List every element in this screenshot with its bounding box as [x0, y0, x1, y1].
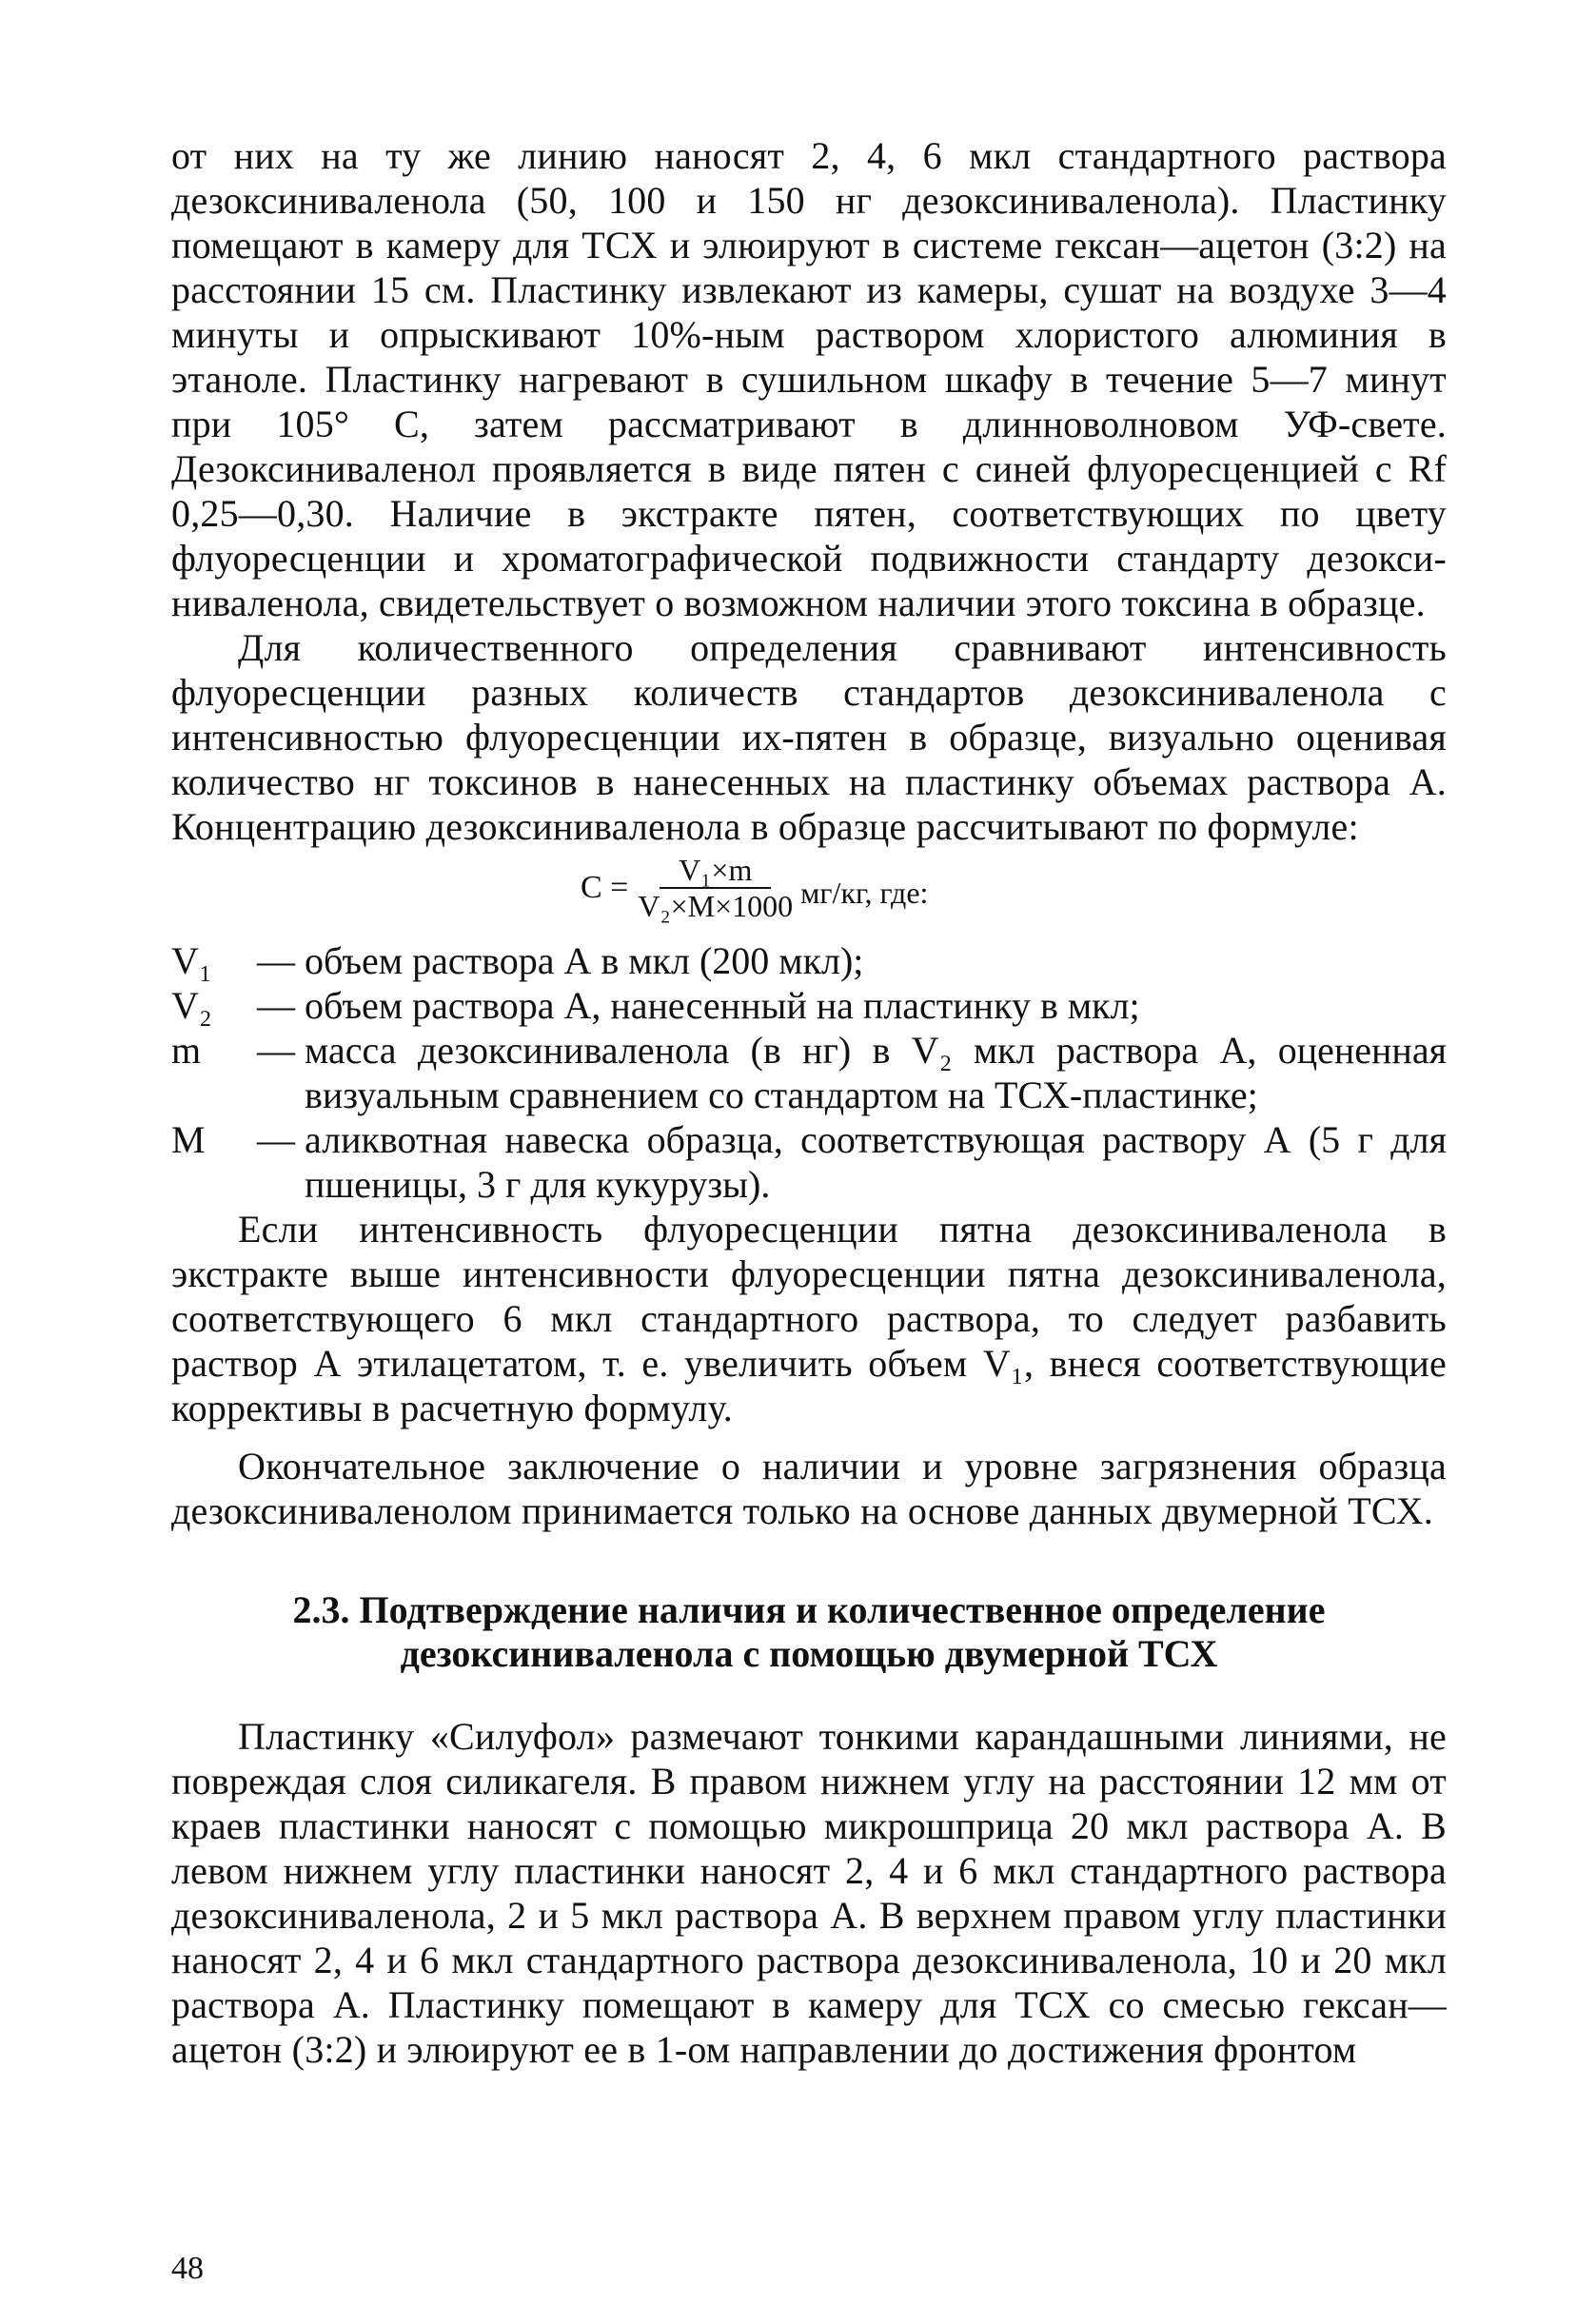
- paragraph-two-dimensional-tlc: Пластинку «Силуфол» размечают тонкими карандашными линиями, не повреждая слоя силикагеля. В правом нижнем углу на расстоянии 12 мм от краев пластинки наносят с помощью микрошприца 20 мкл раствора А. В левом нижнем углу пластинки наносят 2, 4 и 6 мкл стандартного раствора дезоксиниваленола, 2 и 5 мкл раствора А. В верхнем правом углу пластинки наносят 2, 4 и 6 мкл стандартного раствора дезоксиниваленола, 10 и 20 мкл раствора А. Пластинку помещают в камеру для ТСХ со смесью гексан—ацетон (3:2) и элюируют ее в 1-ом направлении до достижения фронтом: [171, 1715, 1447, 2071]
- definition-dash: —: [257, 939, 295, 982]
- formula-lhs: С =: [581, 870, 629, 905]
- definition-text: объем раствора А, нанесенный на пластинку в мкл;: [305, 984, 1140, 1027]
- concentration-formula: [581, 845, 1447, 931]
- definition-row: [171, 1117, 1447, 1207]
- definition-symbol: М: [171, 1118, 206, 1161]
- formula-denominator: V₂×M×1000: [638, 889, 794, 923]
- definition-row: [171, 1028, 1447, 1117]
- paragraph-dilution: Если интенсивность флуоресценции пятна дезоксиниваленола в экстракте выше интенсивности флуоресценции пятна дезоксиниваленола, соответствующего 6 мкл стандартного раствора, то следует разбавить раствор А этилацетатом, т. е. увеличить объем V₁, внеся соответствующие коррективы в расчетную формулу.: [171, 1208, 1447, 1429]
- definition-dash: —: [257, 984, 295, 1027]
- section-heading-line-2: дезоксиниваленола с помощью двумерной ТСХ: [400, 1632, 1218, 1675]
- definition-dash: —: [257, 1029, 295, 1072]
- section-heading-line-1: 2.3. Подтверждение наличия и количественное определение: [292, 1588, 1326, 1631]
- formula-units: мг/кг, где:: [800, 875, 929, 910]
- paragraph-quantitative: Для количественного определения сравнивают интенсивность флуоресценции разных количеств стандартов дезоксиниваленола с интенсивностью флуоресценции их-пятен в образце, визуально оценивая количество нг токсинов в нанесенных на пластинку объемах раствора А. Концентрацию дезоксиниваленола в образце рассчитывают по формуле:: [171, 626, 1447, 848]
- formula-definitions: [171, 938, 1447, 1207]
- definition-row: [171, 983, 1447, 1028]
- paragraph-conclusion: Окончательное заключение о наличии и уровне загрязнения образца дезоксиниваленолом принимается только на основе данных двумерной ТСХ.: [171, 1445, 1447, 1532]
- definition-row: [171, 938, 1447, 983]
- page-body: [171, 133, 1447, 2227]
- definition-text: аликвотная навеска образца, соответствующая раствору А (5 г для пшеницы, 3 г для кукурузы).: [305, 1118, 1447, 1206]
- definition-text: объем раствора А в мкл (200 мкл);: [305, 939, 864, 982]
- definition-symbol: m: [171, 1029, 202, 1072]
- definition-dash: —: [257, 1118, 295, 1161]
- section-heading: [171, 1588, 1447, 1676]
- paragraph-continuation: от них на ту же линию наносят 2, 4, 6 мкл стандартного раствора дезоксиниваленола (50, 100 и 150 нг дезоксиниваленола). Пластинку помещают в камеру для ТСХ и элюируют в системе гексан—ацетон (3:2) на расстоянии 15 см. Пластинку извлекают из камеры, сушат на воздухе 3—4 минуты и опрыскивают 10%-ным раствором хлористого алюминия в этаноле. Пластинку нагревают в сушильном шкафу в течение 5—7 минут при 105° С, затем рассматривают в длинноволновом УФ-свете. Дезоксиниваленол проявляется в виде пятен с синей флуоресценцией с Rf 0,25—0,30. Наличие в экстракте пятен, соответствующих по цвету флуоресценции и хроматографической подвижности стандарту дезокси- ниваленола, свидетельствует о возможном наличии этого токсина в образце.: [171, 134, 1447, 624]
- definition-text: масса дезоксиниваленола (в нг) в V₂ мкл раствора А, оцененная визуальным сравнением со стандартом на ТСХ-пластинке;: [305, 1029, 1447, 1116]
- formula-fraction: [634, 853, 797, 923]
- formula-numerator: V₁×m: [660, 853, 771, 889]
- definition-symbol: V₁: [171, 939, 212, 982]
- page-number: 48: [171, 2251, 204, 2286]
- definition-symbol: V₂: [171, 984, 212, 1027]
